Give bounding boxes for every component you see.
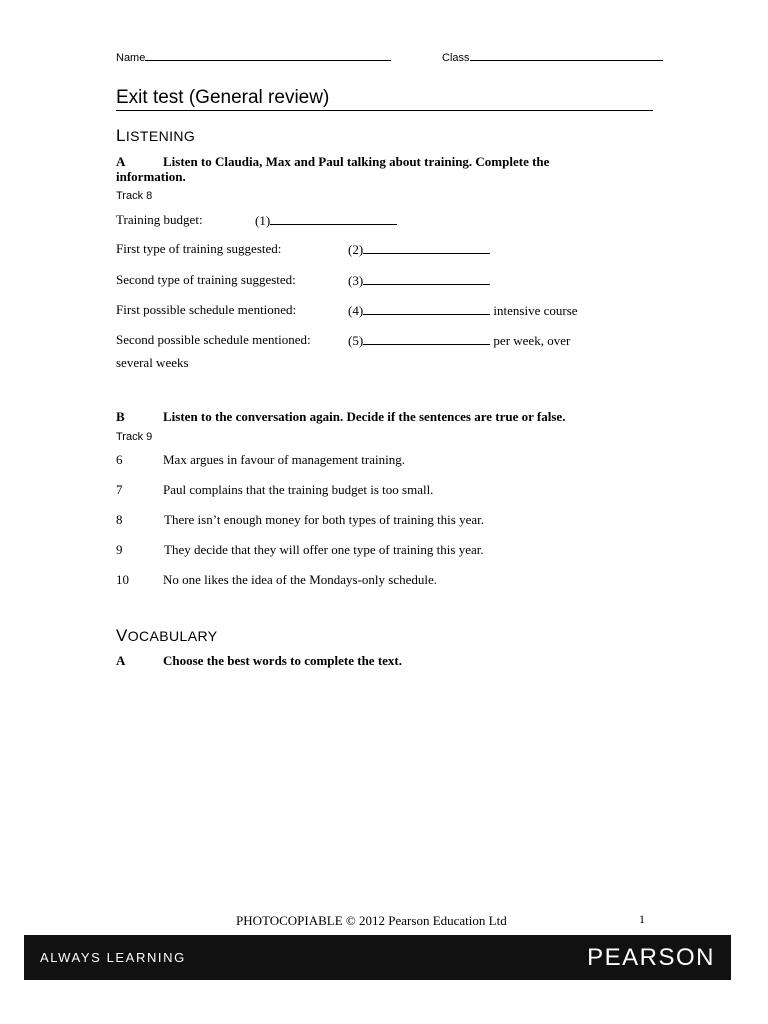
- answer-blank-5[interactable]: [348, 332, 570, 349]
- answer-blank-3[interactable]: [348, 272, 490, 289]
- tagline: ALWAYS LEARNING: [40, 950, 186, 965]
- class-label: Class: [442, 52, 470, 64]
- name-line: [145, 49, 391, 61]
- name-field: [116, 49, 391, 64]
- answer-blank-1[interactable]: [255, 212, 397, 229]
- copyright-notice: PHOTOCOPIABLE © 2012 Pearson Education Ltd: [236, 913, 507, 928]
- item-number: (3): [348, 273, 364, 288]
- section-vocabulary-heading: [116, 626, 217, 646]
- item-label: Training budget:: [116, 212, 203, 227]
- item-number: (4): [348, 303, 364, 318]
- question-text: They decide that they will offer one type of training this year.: [164, 542, 484, 557]
- part-a-track: Track 8: [116, 190, 153, 202]
- pearson-logo: PEARSON: [587, 944, 715, 971]
- part-a-instruction: Listen to Claudia, Max and Paul talking about training. Complete the information.: [116, 154, 550, 184]
- heading-rest: ISTENING: [125, 128, 196, 144]
- class-line: [470, 49, 663, 61]
- item-number: (5): [348, 333, 364, 348]
- question-text: There isn’t enough money for both types of training this year.: [164, 512, 484, 527]
- footer-band: [24, 935, 731, 980]
- question-number: 6: [116, 452, 123, 467]
- blank-line: [363, 332, 490, 345]
- heading-initial: V: [116, 626, 128, 645]
- list-item: [116, 332, 311, 348]
- heading-rest: OCABULARY: [127, 628, 218, 644]
- item-number: (1): [255, 213, 271, 228]
- part-b-track: Track 9: [116, 431, 153, 443]
- vocab-part-a-instruction: Choose the best words to complete the text.: [163, 653, 403, 668]
- answer-blank-4[interactable]: [348, 302, 578, 319]
- list-item: [116, 241, 281, 257]
- name-label: Name: [116, 52, 146, 64]
- question-text: Paul complains that the training budget is too small.: [163, 482, 434, 497]
- question-number: 8: [116, 512, 123, 527]
- question-text: Max argues in favour of management training.: [163, 452, 405, 467]
- part-a-letter: A: [116, 154, 126, 169]
- class-field: [442, 49, 663, 64]
- blank-line: [363, 241, 490, 254]
- part-b-letter: B: [116, 409, 125, 424]
- item-continuation: several weeks: [116, 355, 189, 370]
- item-label: First type of training suggested:: [116, 241, 282, 256]
- vocab-part-a-letter: A: [116, 653, 126, 668]
- question-number: 7: [116, 482, 123, 497]
- item-label: Second possible schedule mentioned:: [116, 332, 311, 347]
- list-item: [116, 272, 296, 288]
- section-listening-heading: [116, 126, 195, 146]
- blank-line: [270, 212, 397, 225]
- item-label: First possible schedule mentioned:: [116, 302, 297, 317]
- item-suffix: intensive course: [493, 303, 578, 318]
- list-item: [116, 212, 203, 228]
- blank-line: [363, 272, 490, 285]
- title-block: [116, 87, 653, 111]
- question-number: 9: [116, 542, 123, 557]
- list-item: [116, 302, 296, 318]
- item-number: (2): [348, 242, 364, 257]
- answer-blank-2[interactable]: [348, 241, 490, 258]
- question-number: 10: [116, 572, 129, 587]
- item-suffix: per week, over: [493, 333, 571, 348]
- item-label: Second type of training suggested:: [116, 272, 296, 287]
- question-text: No one likes the idea of the Mondays-only schedule.: [163, 572, 438, 587]
- blank-line: [363, 302, 490, 315]
- part-b-instruction: Listen to the conversation again. Decide if the sentences are true or false.: [163, 409, 566, 424]
- heading-initial: L: [116, 126, 126, 145]
- page-title: Exit test (General review): [116, 87, 330, 108]
- page-number: 1: [639, 912, 645, 926]
